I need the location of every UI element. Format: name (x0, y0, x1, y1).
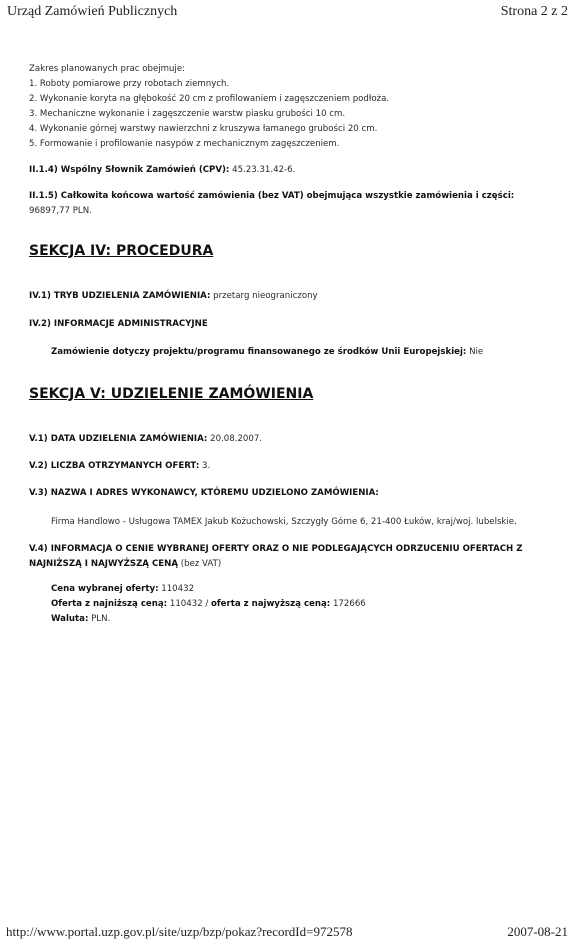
selected-price-label: Cena wybranej oferty: (51, 584, 159, 594)
eu-funding-row (29, 345, 549, 360)
footer-url: http://www.portal.uzp.gov.pl/site/uzp/bzp/pokaz?recordId=972578 (6, 924, 353, 939)
cpv-label: II.1.4) Wspólny Słownik Zamówień (CPV): (29, 165, 230, 175)
contractor-heading: V.3) NAZWA I ADRES WYKONAWCY, KTÓREMU UDZIELONO ZAMÓWIENIA: (29, 488, 379, 498)
procedure-mode-row (29, 289, 549, 304)
price-info-suffix: (bez VAT) (177, 559, 222, 569)
scope-block (29, 62, 549, 152)
eu-funding-label: Zamówienie dotyczy projektu/programu finansowanego ze środków Unii Europejskiej: (51, 347, 467, 357)
price-info-label: V.4) INFORMACJA O CENIE WYBRANEJ OFERTY ORAZ O NIE PODLEGAJĄCYCH ODRZUCENIU OFERTACH Z NAJNIŻSZĄ I NAJWYŻSZĄ CENĄ (29, 544, 523, 569)
procedure-mode-value: przetarg nieograniczony (210, 291, 318, 301)
price-info-heading (29, 542, 549, 572)
award-date-label: V.1) DATA UDZIELENIA ZAMÓWIENIA: (29, 434, 208, 444)
scope-intro: Zakres planowanych prac obejmuje: (29, 64, 186, 74)
price-range-row (51, 597, 549, 612)
highest-price-value: 172666 (330, 599, 366, 609)
header-page-number: Strona 2 z 2 (500, 4, 568, 19)
cpv-row (29, 163, 549, 178)
scope-item: 1. Roboty pomiarowe przy robotach ziemnych. (29, 79, 230, 89)
contractor-details: Firma Handlowo - Usługowa TAMEX Jakub Kożuchowski, Szczygły Górne 6, 21-400 Łuków, kraj/woj. lubelskie. (51, 517, 517, 527)
cpv-value: 45.23.31.42-6. (229, 165, 296, 175)
highest-price-label: oferta z najwyższą ceną: (211, 599, 331, 609)
award-date-value: 20.08.2007. (207, 434, 263, 444)
section-v-title: SEKCJA V: UDZIELENIE ZAMÓWIENIA (29, 386, 314, 402)
total-value-row (29, 189, 549, 219)
total-value-label: II.1.5) Całkowita końcowa wartość zamówienia (bez VAT) obejmująca wszystkie zamówienia i części: (29, 191, 515, 201)
selected-price-row (51, 582, 549, 597)
currency-value: PLN. (88, 614, 111, 624)
header-office-name: Urząd Zamówień Publicznych (7, 4, 178, 19)
currency-label: Waluta: (51, 614, 89, 624)
offers-count-value: 3. (199, 461, 211, 471)
scope-item: 3. Mechaniczne wykonanie i zagęszczenie warstw piasku grubości 10 cm. (29, 109, 346, 119)
selected-price-value: 110432 (158, 584, 195, 594)
currency-row (51, 612, 549, 627)
scope-item: 2. Wykonanie koryta na głębokość 20 cm z profilowaniem i zagęszczeniem podłoża. (29, 94, 390, 104)
lowest-price-value: 110432 / (167, 599, 212, 609)
scope-item: 4. Wykonanie górnej warstwy nawierzchni z kruszywa łamanego grubości 20 cm. (29, 124, 378, 134)
award-date-row (29, 432, 549, 447)
lowest-price-label: Oferta z najniższą ceną: (51, 599, 168, 609)
document-body (29, 62, 549, 627)
admin-info-heading: IV.2) INFORMACJE ADMINISTRACYJNE (29, 319, 208, 329)
total-value-amount: 96897,77 PLN. (29, 206, 92, 216)
price-details (29, 582, 549, 627)
section-iv-title: SEKCJA IV: PROCEDURA (29, 243, 214, 259)
offers-count-label: V.2) LICZBA OTRZYMANYCH OFERT: (29, 461, 200, 471)
footer-date: 2007-08-21 (507, 924, 568, 939)
scope-item: 5. Formowanie i profilowanie nasypów z mechanicznym zagęszczeniem. (29, 139, 340, 149)
offers-count-row (29, 459, 549, 474)
eu-funding-value: Nie (466, 347, 484, 357)
procedure-mode-label: IV.1) TRYB UDZIELENIA ZAMÓWIENIA: (29, 291, 211, 301)
